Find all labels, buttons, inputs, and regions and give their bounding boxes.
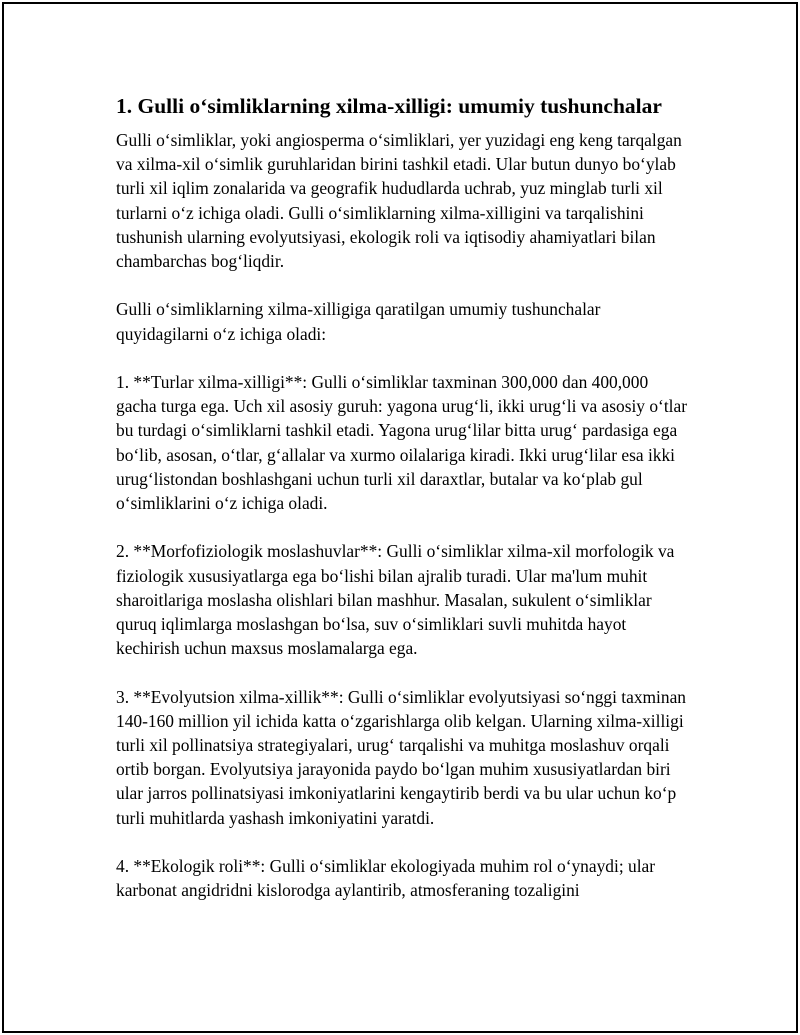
paragraph-morphophysiological: 2. **Morfofiziologik moslashuvlar**: Gulli o‘simliklar xilma-xil morfologik va fiziologik xususiyatlarga ega bo‘lishi bilan ajralib turadi. Ular ma'lum muhit sharoitlariga moslasha olishlari bilan mashhur. Masalan, sukulent o‘simliklar quruq iqlimlarga moslashgan bo‘lsa, suv o‘simliklari suvli muhitda hayot kechirish uchun maxsus moslamalarga ega.: [116, 541, 675, 659]
paragraph-ecological: 4. **Ekologik roli**: Gulli o‘simliklar ekologiyada muhim rol o‘ynaydi; ular karbonat angidridni kislorodga aylantirib, atmosferaning tozaligini: [116, 856, 656, 901]
paragraph-intro: Gulli o‘simliklar, yoki angiosperma o‘simliklari, yer yuzidagi eng keng tarqalgan va xilma-xil o‘simlik guruhlaridan birini tashkil etadi. Ular butun dunyo bo‘ylab turli xil iqlim zonalarida va geografik hududlarda uchrab, yuz minglab turli xil turlarni o‘z ichiga oladi. Gulli o‘simliklarning xilma-xilligini va tarqalishini tushunish ularning evolyutsiyasi, ekologik roli va iqtisodiy ahamiyatlari bilan chambarchas bog‘liqdir.: [116, 130, 682, 272]
paragraph-overview: Gulli o‘simliklarning xilma-xilligiga qaratilgan umumiy tushunchalar quyidagilarni o‘z ichiga oladi:: [116, 299, 601, 344]
document-body: [116, 92, 691, 927]
paragraph-species-diversity: 1. **Turlar xilma-xilligi**: Gulli o‘simliklar taxminan 300,000 dan 400,000 gacha turga ega. Uch xil asosiy guruh: yagona urug‘li, ikki urug‘li va asosiy o‘tlar bu turdagi o‘simliklarni tashkil etadi. Yagona urug‘lilar bitta urug‘ pardasiga ega bo‘lib, asosan, o‘tlar, g‘allalar va xurmo oilalariga kiradi. Ikki urug‘lilar esa ikki urug‘listondan boshlashgani uchun turli xil daraxtlar, butalar va ko‘plab gul o‘simliklarini o‘z ichiga oladi.: [116, 372, 688, 514]
paragraph-evolutionary: 3. **Evolyutsion xilma-xillik**: Gulli o‘simliklar evolyutsiyasi so‘nggi taxminan 140-160 million yil ichida katta o‘zgarishlarga olib kelgan. Ularning xilma-xilligi turli xil pollinatsiya strategiyalari, urug‘ tarqalishi va muhitga moslashuv orqali ortib borgan. Evolyutsiya jarayonida paydo bo‘lgan muhim xususiyatlardan biri ular jarros pollinatsiyasi imkoniyatlarini kengaytirib berdi va bu ular uchun ko‘p turli muhitlarda yashash imkoniyatini yaratdi.: [116, 686, 686, 828]
section-heading: 1. Gulli o‘simliklarning xilma-xilligi: umumiy tushunchalar: [116, 94, 662, 118]
